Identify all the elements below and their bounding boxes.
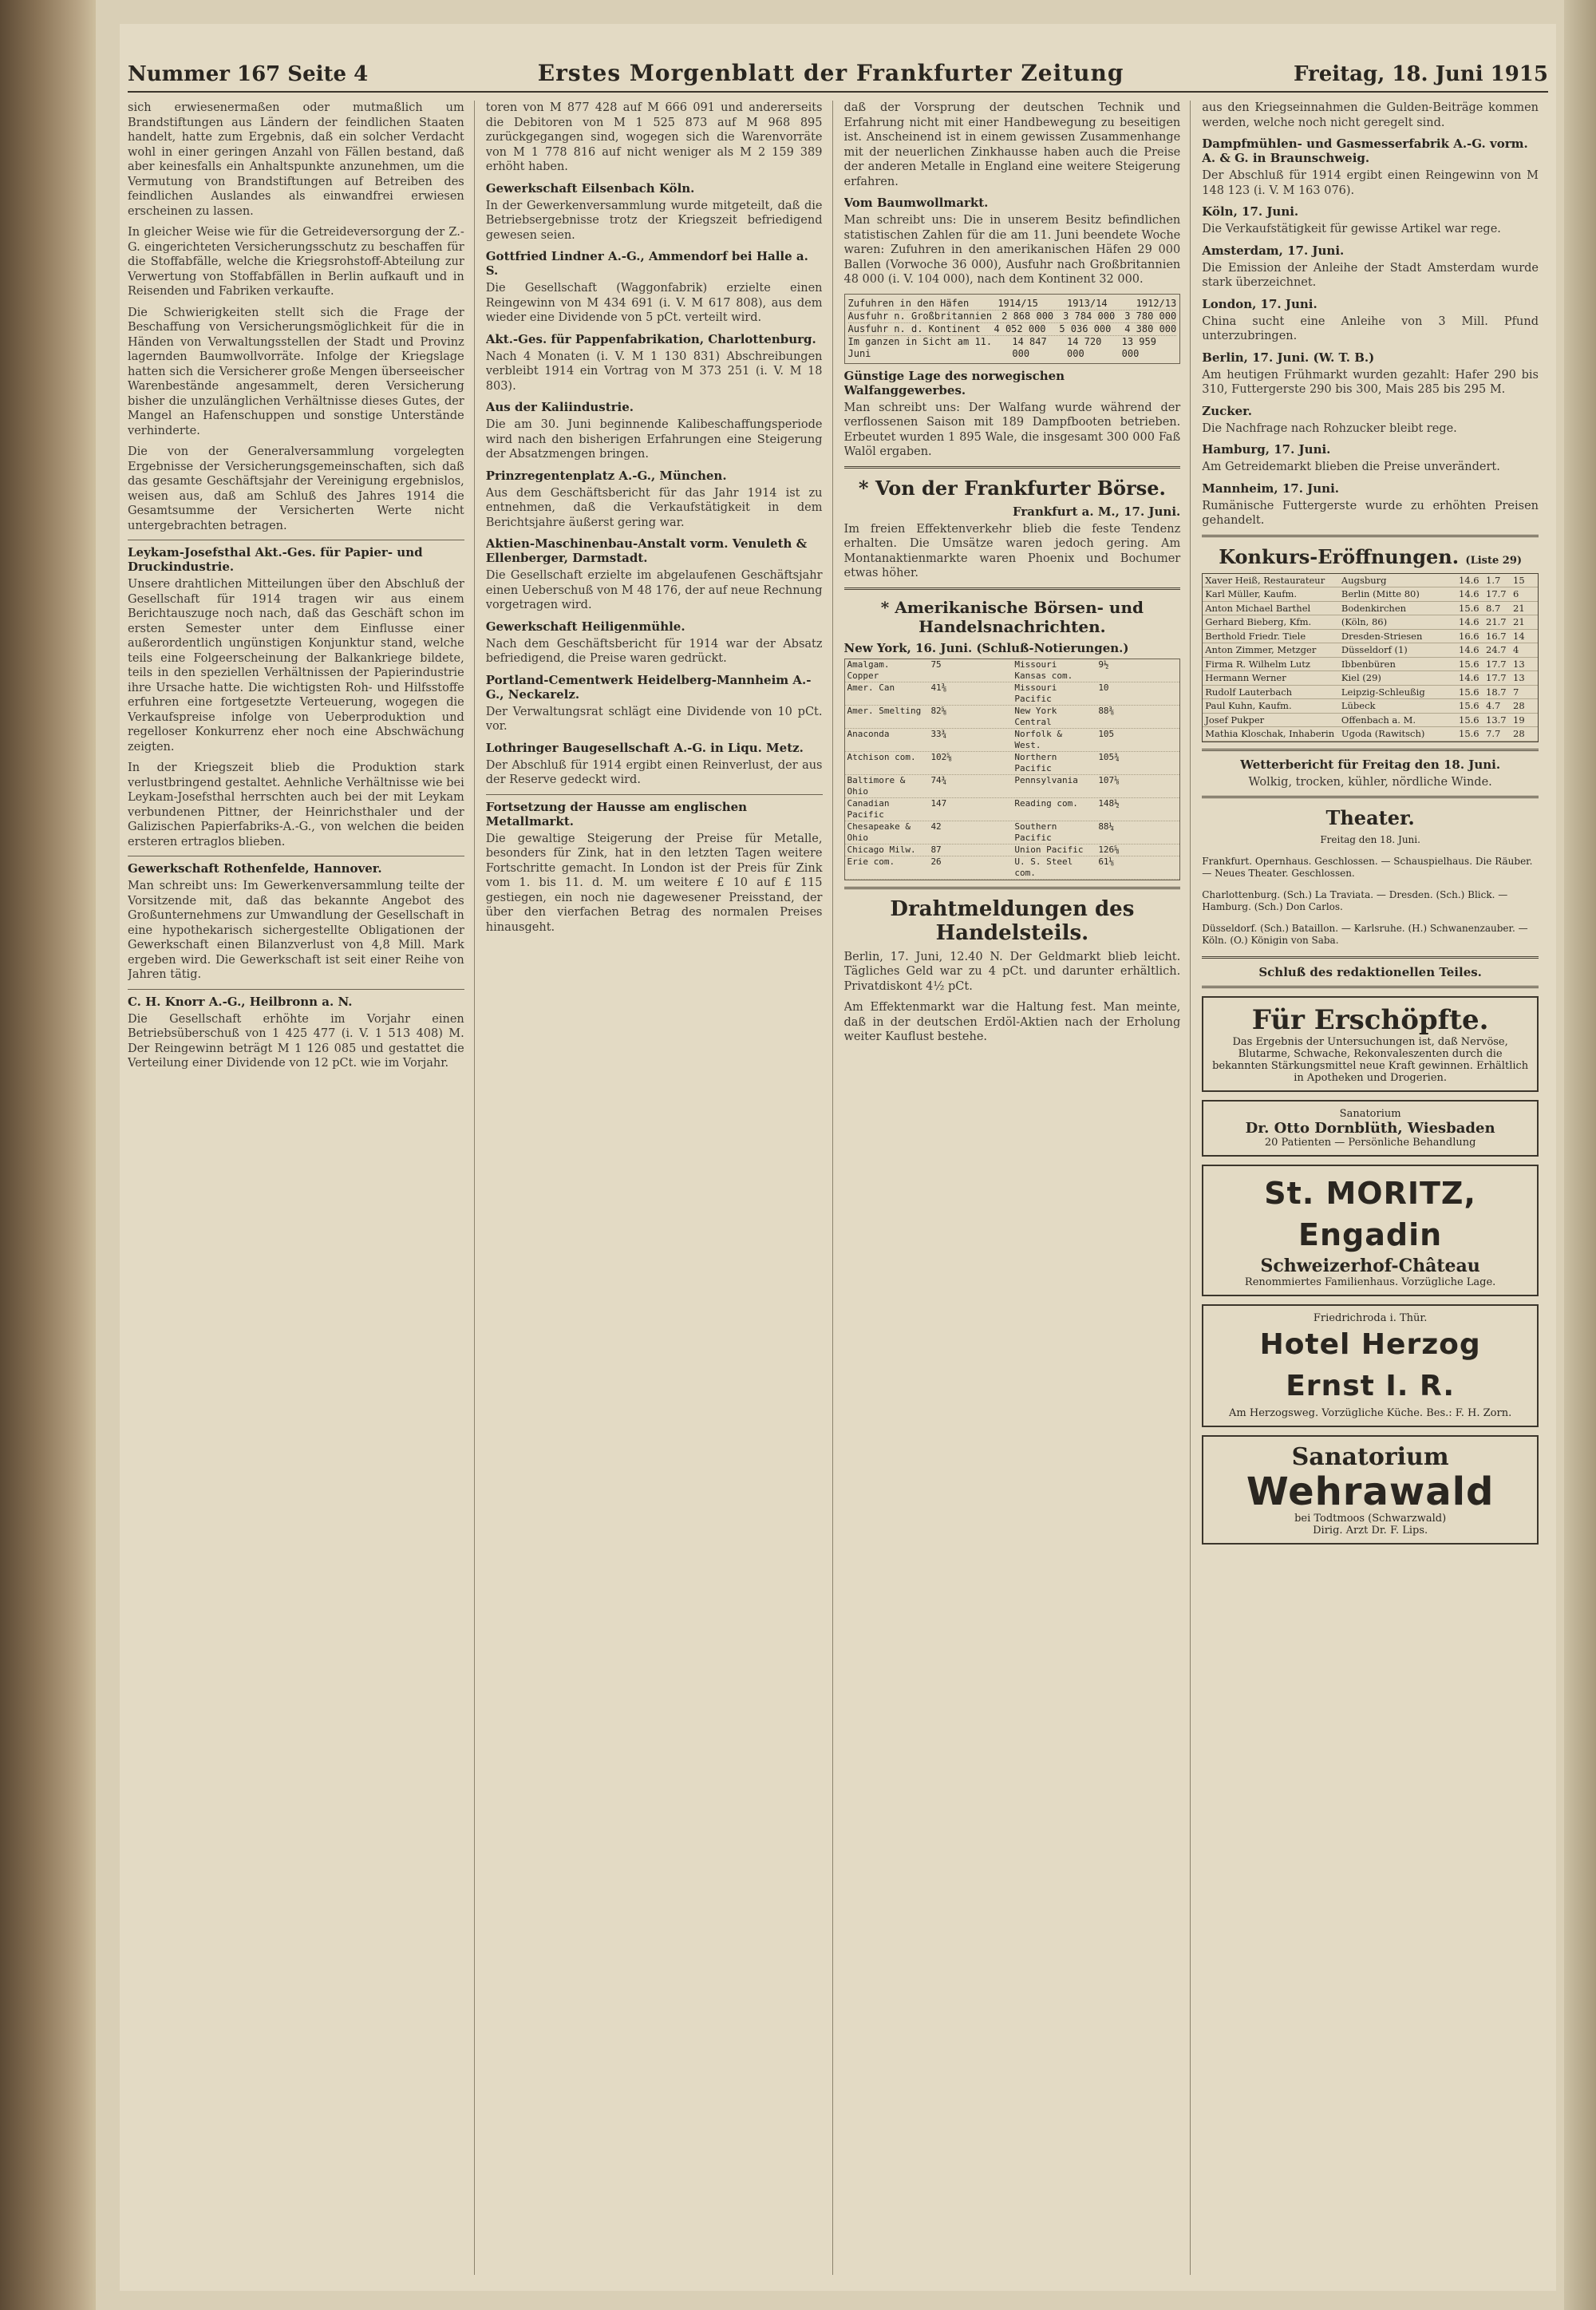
newspaper-page	[120, 24, 1556, 2291]
table-row: Ausfuhr n. Großbritannien 2 868 000 3 784 000 3 780 000	[847, 310, 1177, 322]
article-heading: Amsterdam, 17. Juni.	[1202, 243, 1345, 258]
article-text: Die von der Generalversammlung vorgelegten Ergebnisse der Versicherungsgemeinschaften, sich daß das gesamte Geschäftsjahr der Vereinigung ergebnislos, weisen aus, daß am Schluß des Jahres 1914 die Gesamtsumme der Versicherten Werte nicht untergebrachten betragen.	[128, 445, 464, 532]
article-text: Am Getreidemarkt blieben die Preise unverändert.	[1202, 461, 1500, 473]
theater-heading: Theater.	[1325, 806, 1415, 829]
section-heading	[1202, 545, 1539, 568]
article-text: Der Abschluß für 1914 ergibt einen Reinverlust, der aus der Reserve gedeckt wird.	[485, 758, 823, 786]
article-heading: Zucker.	[1202, 403, 1252, 418]
masthead	[128, 56, 1548, 93]
article-heading: Köln, 17. Juni.	[1202, 204, 1299, 219]
ad-title: St. MORITZ, Engadin	[1264, 1176, 1476, 1252]
article-text: Die Gesellschaft erhöhte im Vorjahr einen Betriebsüberschuß von 1 425 477 (i. V. 1 513 408) M. Der Reingewinn beträgt M 1 126 085 und gestattet die Verteilung einer Dividende von 12 pCt. wie im Vorjahr.	[128, 1012, 464, 1070]
article-text: Nach 4 Monaten (i. V. M 1 130 831) Abschreibungen verbleibt 1914 ein Vortrag von M 373 251 (i. V. M 18 803).	[485, 350, 823, 393]
table-row: Amalgam. Copper 75 Missouri Kansas com. 9½	[845, 659, 1180, 682]
newspaper-title: Erstes Morgenblatt der Frankfurter Zeitung	[537, 60, 1124, 86]
divider	[844, 587, 1181, 590]
article-text: daß der Vorsprung der deutschen Technik und Erfahrung nicht mit einer Handbewegung zu beseitigen ist. Anscheinend ist in einem gewissen Zusammenhange mit der neuerlichen Zinkhausse haben auch die Preise der anderen Metalle in England eine weitere Steigerung erfahren.	[843, 101, 1181, 188]
table-row: Chicago Milw. 87 Union Pacific 126⅝	[845, 844, 1180, 856]
ad-title: Hotel Herzog Ernst I. R.	[1259, 1328, 1481, 1402]
columns	[128, 101, 1548, 2275]
weather-text: Wolkig, trocken, kühler, nördliche Winde.	[1248, 775, 1492, 789]
article-text: Die Nachfrage nach Rohzucker bleibt rege.	[1202, 421, 1457, 435]
article-heading: Leykam-Josefsthal Akt.-Ges. für Papier- und Druckindustrie.	[128, 545, 423, 574]
ad-title: Sanatorium	[1291, 1443, 1449, 1471]
article-text: Der Abschluß für 1914 ergibt einen Reingewinn von M 148 123 (i. V. M 163 076).	[1202, 169, 1539, 197]
column-3	[844, 101, 1191, 2275]
table-row: Zufuhren in den Häfen 1914/15 1913/14 1912/13	[847, 297, 1177, 309]
advertisement	[1202, 996, 1539, 1092]
table-row: Karl Müller, Kaufm. Berlin (Mitte 80) 14.6 17.7 6	[1203, 587, 1538, 602]
table-row: Amer. Can 41⅜ Missouri Pacific 10	[845, 682, 1180, 706]
article-text: Rumänische Futtergerste wurde zu erhöhten Preisen gehandelt.	[1202, 499, 1539, 527]
theater-listing: Frankfurt. Opernhaus. Geschlossen. — Schauspielhaus. Die Räuber. — Neues Theater. Geschlossen.	[1202, 856, 1533, 879]
article-heading: Akt.-Ges. für Pappenfabrikation, Charlottenburg.	[485, 331, 816, 346]
divider	[1202, 796, 1539, 798]
article-heading: Portland-Cementwerk Heidelberg-Mannheim A.-G., Neckarelz.	[485, 672, 812, 702]
table-row: Berthold Friedr. Tiele Dresden-Striesen 16.6 16.7 14	[1203, 630, 1538, 644]
section-heading: * Amerikanische Börsen- und Handelsnachrichten.	[880, 597, 1144, 636]
dateline: New York, 16. Juni. (Schluß-Notierungen.)	[843, 640, 1129, 655]
ad-text: bei Todtmoos (Schwarzwald)	[1294, 1513, 1447, 1525]
article-text: Die Emission der Anleihe der Stadt Amsterdam wurde stark überzeichnet.	[1202, 261, 1539, 289]
cotton-table	[844, 294, 1181, 364]
table-row: Anton Zimmer, Metzger Düsseldorf (1) 14.6 24.7 4	[1203, 643, 1538, 658]
table-row: Atchison com. 102⅝ Northern Pacific 105¾	[845, 752, 1180, 775]
article-text: Die gewaltige Steigerung der Preise für Metalle, besonders für Zink, hat in den letzten Tagen weitere Fortschritte gemacht. In London ist der Preis für Zink vom 1. bis 11. d. M. um weitere £ 10 auf £ 115 gestiegen, ein noch nie dagewesener Preisstand, der über den vierfachen Betrag des normalen Preises hinausgeht.	[485, 832, 823, 934]
table-row: Xaver Heiß, Restaurateur Augsburg 14.6 1.7 15	[1203, 574, 1538, 588]
article-text: Die Gesellschaft erzielte im abgelaufenen Geschäftsjahr einen Ueberschuß von M 48 176, der auf neue Rechnung vorgetragen wird.	[485, 569, 823, 611]
table-row: Baltimore & Ohio 74¾ Pennsylvania 107⅛	[845, 775, 1180, 798]
divider	[1202, 956, 1539, 959]
article-heading: Lothringer Baugesellschaft A.-G. in Liqu. Metz.	[485, 740, 804, 755]
divider	[1202, 986, 1539, 988]
article-heading: Gewerkschaft Rothenfelde, Hannover.	[128, 861, 382, 876]
article-text: Die Verkaufstätigkeit für gewisse Artikel war rege.	[1202, 223, 1501, 235]
article-heading: London, 17. Juni.	[1202, 296, 1317, 311]
stock-table	[844, 659, 1181, 880]
article-text: In der Gewerkenversammlung wurde mitgeteilt, daß die Betriebsergebnisse trotz der Kriegszeit befriedigend gewesen seien.	[485, 199, 823, 242]
article-heading: Gottfried Lindner A.-G., Ammendorf bei Halle a. S.	[485, 249, 808, 278]
table-row: Im ganzen in Sicht am 11. Juni 14 847 000 14 720 000 13 959 000	[847, 335, 1156, 359]
theater-listing: Charlottenburg. (Sch.) La Traviata. — Dresden. (Sch.) Blick. — Hamburg. (Sch.) Don Carlos.	[1202, 889, 1508, 912]
issue-date: Freitag, 18. Juni 1915	[1294, 62, 1548, 86]
article-heading: Aus der Kaliindustrie.	[485, 400, 634, 414]
table-row: Amer. Smelting 82⅝ New York Central 88⅜	[845, 706, 1180, 729]
ad-title: Wehrawald	[1246, 1469, 1495, 1514]
article-heading: Gewerkschaft Heiligenmühle.	[485, 619, 685, 634]
theater-listing: Düsseldorf. (Sch.) Bataillon. — Karlsruhe. (H.) Schwanenzauber. — Köln. (O.) Königin von Saba.	[1202, 923, 1528, 946]
article-text: Man schreibt uns: Die in unserem Besitz befindlichen statistischen Zahlen für die am 11. Juni beendete Woche waren: Zufuhren in den amerikanischen Häfen 29 000 Ballen (Vorwoche 36 000), Ausfuhr nach Großbritannien 48 000 (i. V. 104 000), nach dem Kontinent 32 000.	[843, 214, 1181, 286]
article-heading: Gewerkschaft Eilsenbach Köln.	[485, 180, 695, 196]
article-text: Am Effektenmarkt war die Haltung fest. Man meinte, daß in der deutschen Erdöl-Aktien nach der Erholung weiter Kauflust bestehe.	[843, 1001, 1181, 1043]
divider	[1202, 749, 1539, 751]
ad-title: Dr. Otto Dornblüth, Wiesbaden	[1245, 1120, 1495, 1137]
ad-text: Dirig. Arzt Dr. F. Lips.	[1313, 1525, 1428, 1537]
article-text: Nach dem Geschäftsbericht für 1914 war der Absatz befriedigend, die Preise waren gedrückt.	[485, 637, 823, 665]
table-row: Anaconda 33¾ Norfolk & West. 105	[845, 729, 1180, 752]
book-binding	[0, 0, 96, 2310]
table-row: Ausfuhr n. d. Kontinent 4 052 000 5 036 000 4 380 000	[847, 322, 1177, 334]
table-row: Firma R. Wilhelm Lutz Ibbenbüren 15.6 17.7 13	[1203, 658, 1538, 672]
article-text: Die Gesellschaft (Waggonfabrik) erzielte einen Reingewinn von M 434 691 (i. V. M 617 808), aus dem wieder eine Dividende von 5 pCt. verteilt wird.	[485, 282, 823, 324]
divider	[844, 466, 1181, 469]
article-heading: Berlin, 17. Juni. (W. T. B.)	[1202, 350, 1375, 365]
column-1	[128, 101, 475, 2275]
page-edge	[1564, 0, 1596, 2310]
table-row: Erie com. 26 U. S. Steel com. 61⅛	[845, 856, 1180, 880]
table-row: Canadian Pacific 147 Reading com. 148½	[845, 798, 1180, 821]
article-text: sich erwiesenermaßen oder mutmaßlich um Brandstiftungen aus Ländern der feindlichen Staaten handelt, hatte zum Ergebnis, daß ein solcher Verdacht wohl in einer geringen Anzahl von Fällen bestand, daß aber keinesfalls ein Anhaltspunkte anzunehmen, um die Vermutung von Brandstiftungen auf Betreiben des feindlichen Auslandes als einwandfrei erwiesen erscheinen zu lassen.	[128, 101, 464, 218]
divider	[486, 794, 823, 795]
article-text: Der Verwaltungsrat schlägt eine Dividende von 10 pCt. vor.	[485, 705, 823, 733]
editorial-end: Schluß des redaktionellen Teiles.	[1258, 965, 1482, 979]
article-heading: Prinzregentenplatz A.-G., München.	[485, 468, 727, 483]
article-heading: Hamburg, 17. Juni.	[1202, 442, 1331, 457]
article-text: Am heutigen Frühmarkt wurden gezahlt: Hafer 290 bis 310, Futtergerste 290 bis 300, Mais 285 bis 295 M.	[1202, 368, 1539, 396]
advertisement	[1202, 1100, 1539, 1157]
advertisement	[1202, 1165, 1539, 1296]
article-text: aus den Kriegseinnahmen die Gulden-Beiträge kommen werden, welche noch nicht geregelt sind.	[1202, 101, 1539, 129]
table-row: Josef Pukper Offenbach a. M. 15.6 13.7 19	[1203, 714, 1538, 728]
divider	[128, 989, 464, 990]
ad-text: Renommiertes Familienhaus. Vorzügliche Lage.	[1244, 1276, 1496, 1288]
ad-title: Für Erschöpfte.	[1251, 1004, 1489, 1036]
article-text: Die am 30. Juni beginnende Kalibeschaffungsperiode wird nach den bisherigen Erfahrungen eine Steigerung der Absatzmengen bringen.	[485, 418, 823, 461]
table-row: Chesapeake & Ohio 42 Southern Pacific 88¼	[845, 821, 1180, 844]
divider	[844, 887, 1181, 889]
konkurs-title: Konkurs-Eröffnungen.	[1219, 544, 1460, 568]
advertisement	[1202, 1435, 1539, 1545]
ad-text: Das Ergebnis der Untersuchungen ist, daß Nervöse, Blutarme, Schwache, Rekonvaleszenten durch die bekannten Stärkungsmittel neue Kraft gewinnen. Erhältlich in Apotheken und Drogerien.	[1212, 1036, 1529, 1084]
article-text: Man schreibt uns: Der Walfang wurde während der verflossenen Saison mit 189 Dampfbooten betrieben. Erbeutet wurden 1 895 Wale, die insgesamt 300 000 Faß Walöl ergaben.	[843, 401, 1181, 458]
column-2	[486, 101, 833, 2275]
table-row: Anton Michael Barthel Bodenkirchen 15.6 8.7 21	[1203, 602, 1538, 616]
advertisement	[1202, 1304, 1539, 1427]
article-heading: Fortsetzung der Hausse am englischen Metallmarkt.	[485, 799, 748, 829]
table-row: Paul Kuhn, Kaufm. Lübeck 15.6 4.7 28	[1203, 699, 1538, 714]
konkurs-note: (Liste 29)	[1465, 554, 1523, 567]
theater-date: Freitag den 18. Juni.	[1320, 834, 1420, 845]
article-text: Im freien Effektenverkehr blieb die feste Tendenz erhalten. Die Umsätze waren jedoch gering. Am Montanaktienmarkte waren Phoenix und Bochumer etwas höher.	[843, 522, 1181, 579]
article-heading: Mannheim, 17. Juni.	[1202, 481, 1339, 496]
article-heading: C. H. Knorr A.-G., Heilbronn a. N.	[128, 994, 353, 1009]
article-text: Berlin, 17. Juni, 12.40 N. Der Geldmarkt blieb leicht. Tägliches Geld war zu 4 pCt. und darunter erhältlich. Privatdiskont 4½ pCt.	[843, 950, 1181, 993]
page-number: Nummer 167 Seite 4	[128, 62, 369, 86]
section-heading: Drahtmeldungen des Handelsteils.	[890, 896, 1135, 945]
article-heading: Vom Baumwollmarkt.	[843, 196, 989, 210]
article-heading: Aktien-Maschinenbau-Anstalt vorm. Venuleth & Ellenberger, Darmstadt.	[485, 536, 808, 565]
article-text: In der Kriegszeit blieb die Produktion stark verlustbringend gestaltet. Aehnliche Verhältnisse wie bei Leykam-Josefsthal herrschten auch bei der mit Leykam verbundenen Pittner, der Heinrichsthaler und der Galizischen Papierfabriks-A.-G., von welchen die beiden ersteren ertraglos blieben.	[128, 761, 464, 848]
article-text: Aus dem Geschäftsbericht für das Jahr 1914 ist zu entnehmen, daß die Verkaufstätigkeit in dem Berichtsjahre äußerst gering war.	[485, 486, 823, 529]
column-4	[1202, 101, 1548, 2275]
konkurs-table	[1202, 573, 1539, 742]
section-heading: * Von der Frankfurter Börse.	[858, 476, 1166, 500]
article-text: Die Schwierigkeiten stellt sich die Frage der Beschaffung von Versicherungsmöglichkeit für die in Händen von Verwaltungsstellen der Stadt und Provinz lagernden Baumwollvorräte. Infolge der Kriegslage hatten sich die Versicherer große Mengen überseeischer Warenbestände angesammelt, deren Versicherung bisher die unzulänglichen Verhältnisse dieses Gutes, der Mangel an Hafenschuppen und sonstige Unterstände verhinderte.	[128, 306, 464, 437]
article-heading: Dampfmühlen- und Gasmesserfabrik A.-G. vorm. A. & G. in Braunschweig.	[1202, 136, 1528, 165]
table-row: Gerhard Bieberg, Kfm. (Köln, 86) 14.6 21.7 21	[1203, 615, 1538, 630]
table-row: Rudolf Lauterbach Leipzig-Schleußig 15.6 18.7 7	[1203, 686, 1538, 700]
ad-text: Am Herzogsweg. Vorzügliche Küche. Bes.: F. H. Zorn.	[1229, 1407, 1512, 1419]
ad-text: Sanatorium	[1339, 1108, 1401, 1120]
article-text: Man schreibt uns: Im Gewerkenversammlung teilte der Vorsitzende mit, daß das bekannte Angebot des Großunternehmens zur Umwandlung der Gesellschaft in eine hypothekarisch sichergestellte Obligationen der Gewerkschaft einen Bilanzverlust von 4,8 Mill. Mark ergeben wird. Die Gewerkschaft ist seit einer Reihe von Jahren tätig.	[128, 880, 464, 981]
dateline: Frankfurt a. M., 17. Juni.	[1012, 504, 1181, 519]
weather-heading: Wetterbericht für Freitag den 18. Juni.	[1240, 757, 1501, 772]
ad-text: Friedrichroda i. Thür.	[1313, 1312, 1428, 1324]
table-row: Mathia Kloschak, Inhaberin Ugoda (Rawitsch) 15.6 7.7 28	[1203, 727, 1538, 742]
article-text: China sucht eine Anleihe von 3 Mill. Pfund unterzubringen.	[1202, 314, 1539, 342]
table-row: Hermann Werner Kiel (29) 14.6 17.7 13	[1203, 671, 1538, 686]
divider	[1202, 535, 1539, 537]
article-heading: Günstige Lage des norwegischen Walfanggewerbes.	[843, 368, 1065, 398]
article-text: toren von M 877 428 auf M 666 091 und andererseits die Debitoren von M 1 525 873 auf M 968 895 zurückgegangen sind, wogegen sich die Warenvorräte von M 1 778 816 auf nicht weniger als M 2 159 389 erhöht haben.	[485, 101, 823, 173]
ad-text: 20 Patienten — Persönliche Behandlung	[1264, 1137, 1476, 1149]
article-text: Unsere drahtlichen Mitteilungen über den Abschluß der Gesellschaft für 1914 tragen wir aus einem Berichtauszuge noch nach, daß das Geschäft schon im ersten Semester unter dem Einflusse einer außerordentlich ungünstigen Konjunktur stand, welche teils eine Folgeerscheinung der Balkankriege bildete, teils in den speziellen Verhältnissen der Papierindustrie ihre Ursache hatte. Die wichtigsten Roh- und Hilfsstoffe erfuhren eine fortgesetzte Verteuerung, wogegen die Verkaufspreise infolge von Ueberproduktion und regelloser Konkurrenz eher noch eine Abschwächung zeigten.	[128, 578, 464, 754]
ad-subtitle: Schweizerhof-Château	[1260, 1256, 1480, 1276]
article-text: In gleicher Weise wie für die Getreideversorgung der Z.-G. eingerichteten Versicherungsschutz zu beschaffen für die Stoffabfälle, welche die Kriegsrohstoff-Abteilung zur Verwertung von Stoffabfällen in Berlin aufkauft und in Reisenden und Fabriken verkaufte.	[128, 226, 464, 298]
